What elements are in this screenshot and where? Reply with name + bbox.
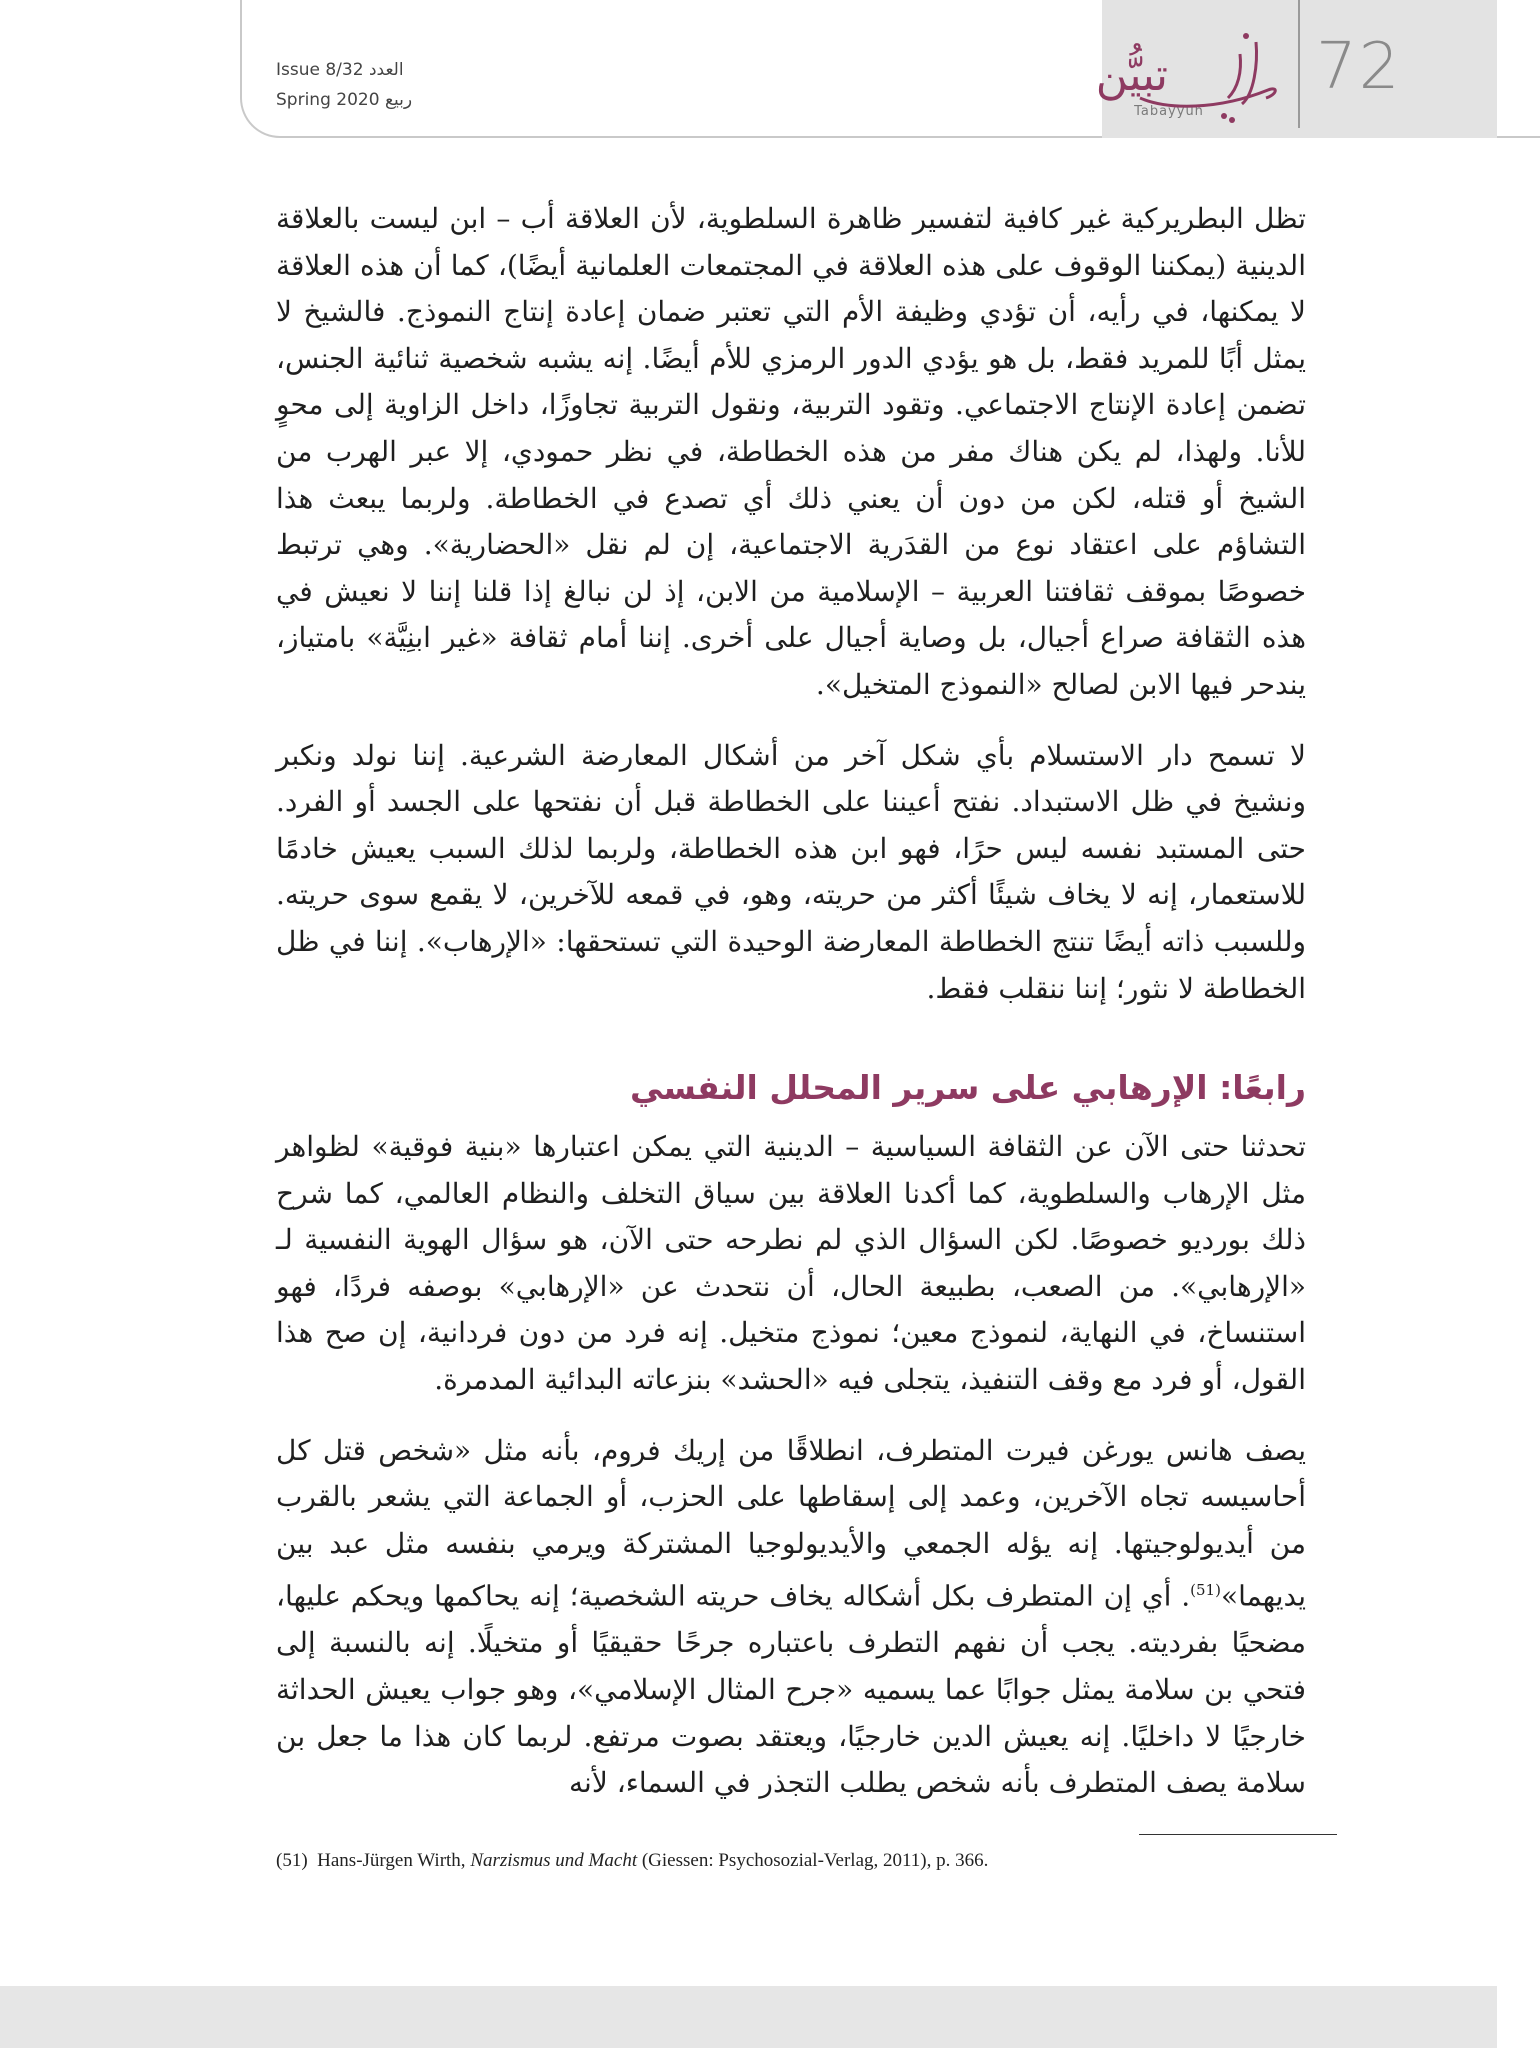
footnote-author: Hans-Jürgen Wirth,: [317, 1850, 466, 1871]
footnote-details: (Giessen: Psychosozial-Verlag, 2011), p. 366.: [641, 1850, 989, 1871]
header-divider: [1298, 0, 1300, 128]
logo-stroke-2: [1228, 54, 1241, 98]
logo-latin: Tabayyun: [1134, 104, 1204, 119]
season-label: Spring 2020 ربيع: [276, 90, 413, 110]
footnote-number: (51): [276, 1850, 308, 1871]
logo-dot: [1243, 33, 1249, 39]
paragraph: لا تسمح دار الاستسلام بأي شكل آخر من أشكال المعارضة الشرعية. إننا نولد ونكبر ونشيخ في ظل الاستبداد. نفتح أعيننا على الخطاطة قبل أن نفتحها على الجسد أو الفرد. حتى المستبد نفسه ليس حرًا، فهو ابن هذه الخطاطة، ولربما لذلك السبب يعيش خادمًا للاستعمار، إنه لا يخاف شيئًا أكثر من حريته، وهو، في قمعه للآخرين، لا يقمع سوى حريته. وللسبب ذاته أيضًا تنتج الخطاطة المعارضة الوحيدة التي تستحقها: «الإرهاب». إننا في ظل الخطاطة لا نثور؛ إننا ننقلب فقط.: [276, 738, 1306, 1005]
page-number: 72: [1316, 30, 1402, 104]
paragraph-text: . أي إن المتطرف بكل أشكاله يخاف حريته الشخصية؛ إنه يحاكمها ويحكم عليها، مضحيًا بفرديته. يجب أن نفهم التطرف باعتباره جرحًا حقيقيًا أو متخيلًا. إنه بالنسبة إلى فتحي بن سلامة يمثل جوابًا عما يسميه «جرح المثال الإسلامي»، وهو جواب يعيش الحداثة خارجيًا لا داخليًا. إنه يعيش الدين خارجيًا، ويعتقد بصوت مرتفع. لربما كان هذا ما جعل بن سلامة يصف المتطرف بأنه شخص يطلب التجذر في السماء، لأنه: [276, 1579, 1306, 1800]
logo-wordmark: تبيُّن: [1095, 50, 1168, 101]
article-body: [276, 196, 1306, 1807]
paragraph: تظل البطريركية غير كافية لتفسير ظاهرة السلطوية، لأن العلاقة أب – ابن ليست بالعلاقة الدينية (يمكننا الوقوف على هذه العلاقة في المجتمعات العلمانية أيضًا)، كما أن هذه العلاقة لا يمكنها، في رأيه، أن تؤدي وظيفة الأم التي تعتبر ضمان إعادة إنتاج النموذج. فالشيخ لا يمثل أبًا للمريد فقط، بل هو يؤدي الدور الرمزي للأم أيضًا. إنه يشبه شخصية ثنائية الجنس، تضمن إعادة الإنتاج الاجتماعي. وتقود التربية، ونقول التربية تجاوزًا، داخل الزاوية إلى محوٍ للأنا. ولهذا، لم يكن هناك مفر من هذه الخطاطة، في نظر حمودي، إلا عبر الهرب من الشيخ أو قتله، لكن من دون أن يعني ذلك أي تصدع في الخطاطة. ولربما يبعث هذا التشاؤم على اعتقاد نوع من القدَرية الاجتماعية، إن لم نقل «الحضارية». وهي ترتبط خصوصًا بموقف ثقافتنا العربية – الإسلامية من الابن، إذ لن نبالغ إذا قلنا إننا لا نعيش في هذه الثقافة صراع أجيال، بل وصاية أجيال على أخرى. إننا أمام ثقافة «غير ابنِيَّة» بامتياز، يندحر فيها الابن لصالح «النموذج المتخيل».: [276, 202, 1306, 701]
footnote-rule: [1139, 1834, 1337, 1835]
paragraph-text: يصف هانس يورغن فيرت المتطرف، انطلاقًا من إريك فروم، بأنه مثل «شخص قتل كل أحاسيسه تجاه الآخرين، وعمد إلى إسقاطها على الحزب، أو الجماعة التي يشعر بالقرب من أيديولوجيتها. إنه يؤله الجمعي والأيديولوجيا المشتركة ويرمي بنفسه مثل عبد بين يديهما»: [276, 1433, 1306, 1613]
footnote-title: Narzismus und Macht: [470, 1850, 638, 1871]
logo-dot-3: [1229, 117, 1235, 123]
paragraph: [276, 1428, 1306, 1807]
footnote-reference[interactable]: (51): [1190, 1581, 1221, 1600]
logo-dot-2: [1221, 113, 1227, 119]
footnote: [276, 1850, 1336, 1872]
paragraph: تحدثنا حتى الآن عن الثقافة السياسية – الدينية التي يمكن اعتبارها «بنية فوقية» لظواهر مثل الإرهاب والسلطوية، كما أكدنا العلاقة بين سياق التخلف والنظام العالمي، كما شرح ذلك بورديو خصوصًا. لكن السؤال الذي لم نطرحه حتى الآن، هو سؤال الهوية النفسية لـ «الإرهابي». من الصعب، بطبيعة الحال، أن نتحدث عن «الإرهابي» بوصفه فردًا، فهو استنساخ، في النهاية، لنموذج معين؛ نموذج متخيل. إنه فرد من دون فردانية، إن صح هذا القول، أو فرد مع وقف التنفيذ، يتجلى فيه «الحشد» بنزعاته البدائية المدمرة.: [276, 1130, 1306, 1397]
footer-band: [0, 1986, 1497, 2048]
section-heading: رابعًا: الإرهابي على سرير المحلل النفسي: [629, 1068, 1306, 1108]
issue-label: Issue 8/32 العدد: [276, 60, 404, 80]
